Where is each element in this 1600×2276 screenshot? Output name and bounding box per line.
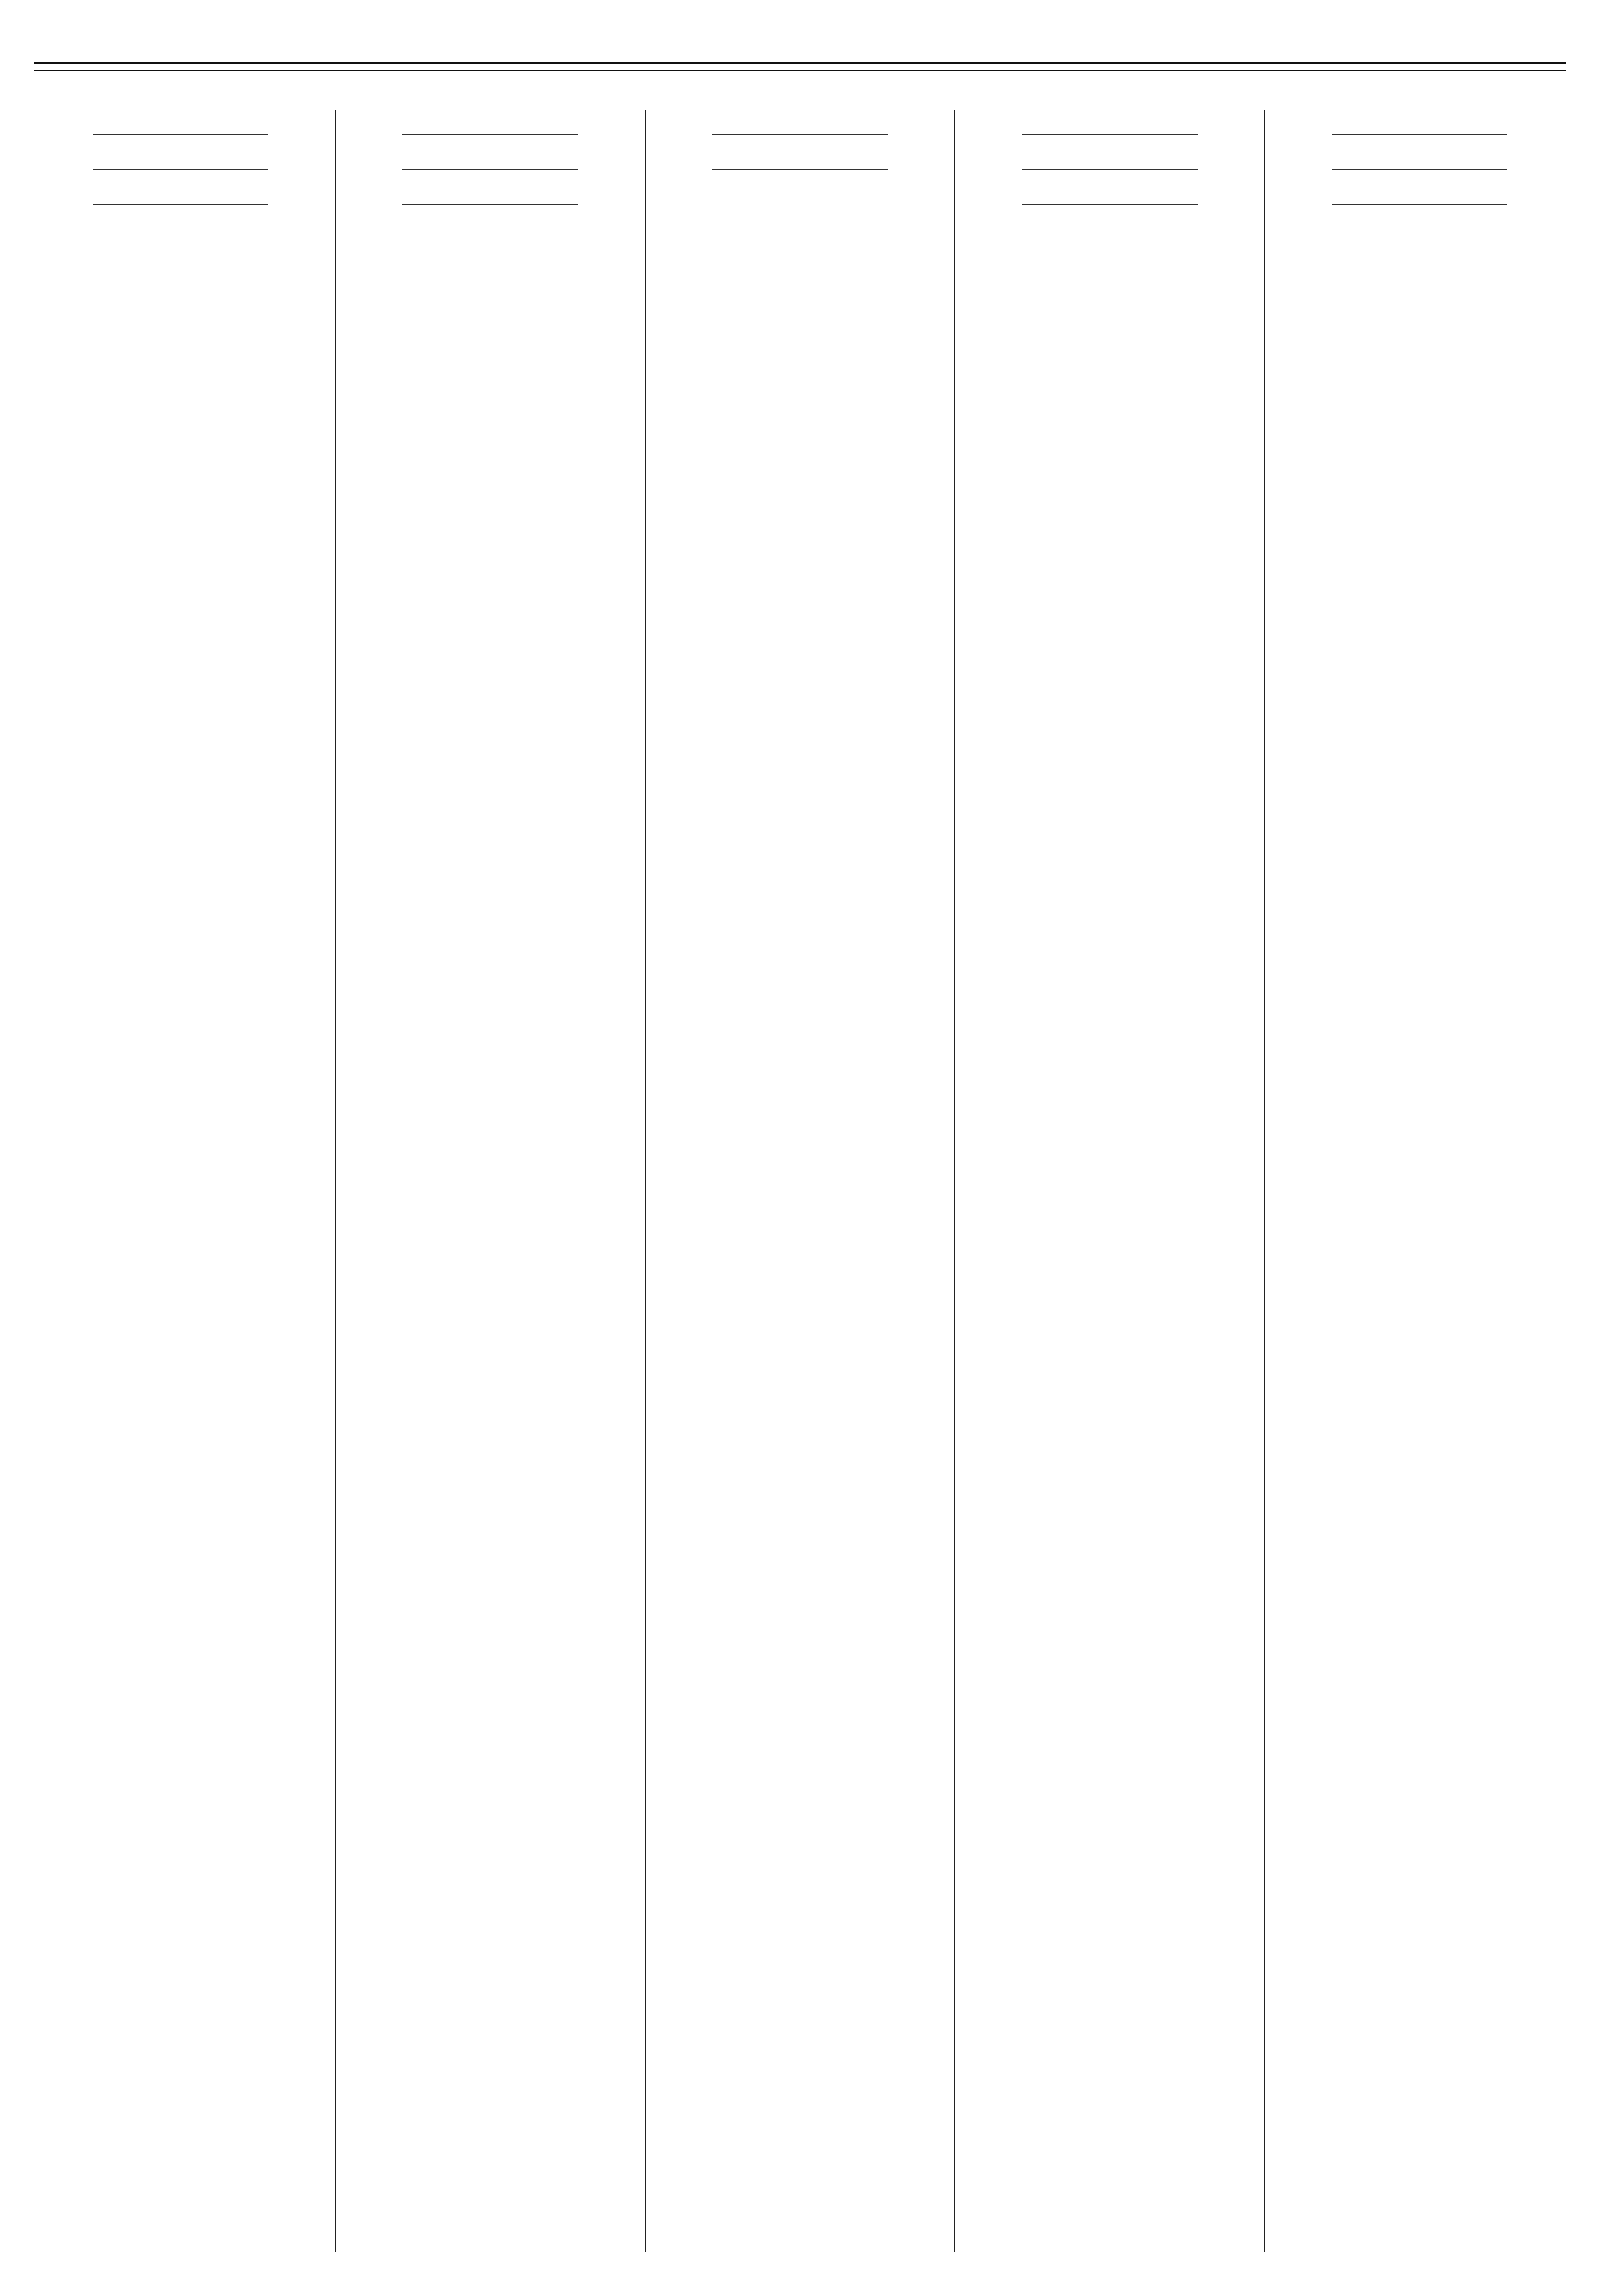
article-divider (93, 134, 269, 135)
article (963, 145, 1256, 151)
article-headline (1273, 110, 1566, 111)
article (344, 180, 637, 186)
article-headline (654, 110, 947, 111)
article-body (963, 115, 1256, 116)
text-column (645, 110, 955, 2252)
article-headline (1273, 180, 1566, 181)
article-headline (34, 180, 327, 181)
article-divider (712, 134, 888, 135)
article (654, 110, 947, 116)
text-column (34, 110, 335, 2252)
article (34, 145, 327, 151)
article (963, 180, 1256, 186)
masthead (34, 20, 1566, 84)
article-divider (402, 134, 578, 135)
article-body (1273, 150, 1566, 151)
article (344, 145, 637, 151)
article-body (34, 185, 327, 186)
article-body (344, 115, 637, 116)
article-headline (344, 110, 637, 111)
article (34, 180, 327, 186)
article-divider (1022, 204, 1198, 205)
article-body (34, 115, 327, 116)
article-headline (963, 110, 1256, 111)
article-body (963, 150, 1256, 151)
article-headline (963, 145, 1256, 146)
article (1273, 110, 1566, 116)
text-column (335, 110, 645, 2252)
article (654, 145, 947, 151)
article-headline (963, 180, 1256, 181)
article (344, 110, 637, 116)
article-divider (1022, 134, 1198, 135)
article (1273, 145, 1566, 151)
article-body (654, 150, 947, 151)
article-divider (1332, 204, 1508, 205)
article-divider (93, 204, 269, 205)
article-body (344, 185, 637, 186)
article-divider (402, 169, 578, 170)
article (34, 110, 327, 116)
article-headline (34, 110, 327, 111)
masthead-rule (34, 70, 1566, 71)
article-divider (93, 169, 269, 170)
article-headline (34, 145, 327, 146)
article-divider (402, 204, 578, 205)
text-columns (34, 110, 1566, 2252)
article-body (1273, 115, 1566, 116)
article-divider (1022, 169, 1198, 170)
article-body (654, 115, 947, 116)
article-headline (344, 180, 637, 181)
article (963, 110, 1256, 116)
masthead-rule (34, 62, 1566, 64)
article-divider (712, 169, 888, 170)
article (1273, 180, 1566, 186)
article-body (963, 185, 1256, 186)
article-body (344, 150, 637, 151)
article-divider (1332, 134, 1508, 135)
text-column (1264, 110, 1566, 2252)
article-headline (1273, 145, 1566, 146)
article-headline (344, 145, 637, 146)
article-body (34, 150, 327, 151)
article-divider (1332, 169, 1508, 170)
article-body (1273, 185, 1566, 186)
article-headline (654, 145, 947, 146)
text-column (954, 110, 1264, 2252)
